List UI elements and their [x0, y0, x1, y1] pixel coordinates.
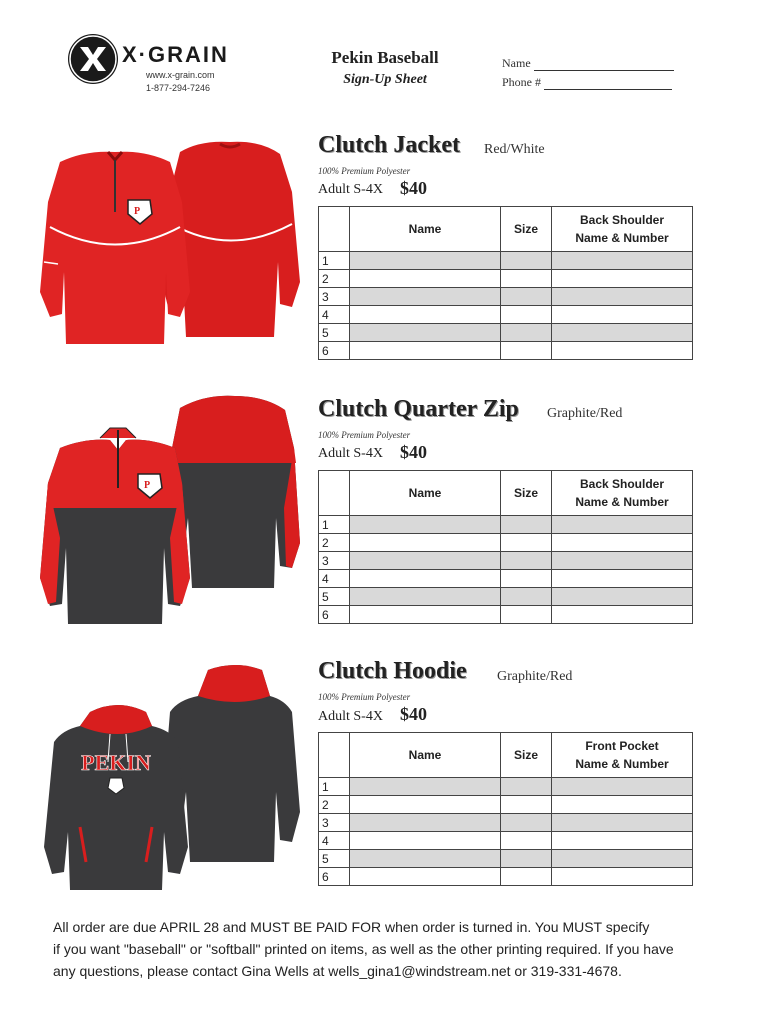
row-number: 1 — [319, 778, 350, 796]
table-row — [319, 850, 693, 868]
header-extra — [552, 733, 693, 778]
table-row — [319, 270, 693, 288]
row-number: 6 — [319, 342, 350, 360]
name-label: Name — [502, 56, 531, 70]
product-size: Adult S-4X — [318, 446, 383, 461]
jacket-image — [30, 132, 302, 350]
header-extra-line1: Back Shoulder — [579, 477, 665, 491]
product-name: Clutch Hoodie — [318, 658, 467, 684]
row-number: 1 — [319, 516, 350, 534]
row-number: 5 — [319, 850, 350, 868]
header-size: Size — [501, 207, 552, 252]
row-number: 4 — [319, 832, 350, 850]
size-cell[interactable] — [501, 342, 552, 360]
name-cell[interactable] — [350, 814, 501, 832]
extra-cell[interactable] — [552, 534, 693, 552]
extra-cell[interactable] — [552, 814, 693, 832]
extra-cell[interactable] — [552, 832, 693, 850]
header-name: Name — [350, 733, 501, 778]
phone-line[interactable] — [544, 77, 672, 90]
extra-cell[interactable] — [552, 796, 693, 814]
table-row — [319, 778, 693, 796]
size-cell[interactable] — [501, 796, 552, 814]
size-cell[interactable] — [501, 534, 552, 552]
name-cell[interactable] — [350, 342, 501, 360]
extra-cell[interactable] — [552, 868, 693, 886]
footer-line-3: any questions, please contact Gina Wells at wells_gina1@windstream.net or 319-331-4678. — [53, 963, 622, 979]
x-logo-icon — [68, 34, 118, 84]
footer-line-1: All order are due APRIL 28 and MUST BE PAID FOR when order is turned in. You MUST specify — [53, 919, 650, 935]
extra-cell[interactable] — [552, 850, 693, 868]
contact-fields — [502, 52, 674, 90]
table-row — [319, 534, 693, 552]
name-cell[interactable] — [350, 270, 501, 288]
extra-cell[interactable] — [552, 778, 693, 796]
name-cell[interactable] — [350, 516, 501, 534]
table-row — [319, 288, 693, 306]
table-row — [319, 306, 693, 324]
order-table — [318, 470, 693, 624]
size-cell[interactable] — [501, 588, 552, 606]
product-size: Adult S-4X — [318, 709, 383, 724]
row-number: 1 — [319, 252, 350, 270]
header-extra — [552, 207, 693, 252]
table-row — [319, 606, 693, 624]
hoodie-image — [30, 662, 302, 894]
table-row — [319, 868, 693, 886]
name-cell[interactable] — [350, 606, 501, 624]
size-cell[interactable] — [501, 570, 552, 588]
header-name: Name — [350, 207, 501, 252]
size-cell[interactable] — [501, 306, 552, 324]
header-size: Size — [501, 733, 552, 778]
row-number: 3 — [319, 552, 350, 570]
order-table — [318, 732, 693, 886]
table-row — [319, 814, 693, 832]
phone-label: Phone # — [502, 75, 541, 89]
xgrain-logo — [68, 34, 258, 94]
header-extra-line2: Name & Number — [575, 495, 669, 509]
row-number: 2 — [319, 796, 350, 814]
phone-field[interactable] — [502, 71, 674, 90]
title-main: Pekin Baseball — [331, 48, 439, 67]
extra-cell[interactable] — [552, 306, 693, 324]
product-name: Clutch Quarter Zip — [318, 396, 519, 422]
table-row — [319, 342, 693, 360]
product-price: $40 — [400, 178, 427, 198]
row-number: 4 — [319, 306, 350, 324]
name-line[interactable] — [534, 58, 674, 71]
table-row — [319, 252, 693, 270]
product-color: Red/White — [484, 142, 545, 157]
header-extra-line1: Front Pocket — [585, 739, 659, 753]
row-number: 2 — [319, 270, 350, 288]
name-cell[interactable] — [350, 534, 501, 552]
product-price: $40 — [400, 442, 427, 462]
extra-cell[interactable] — [552, 270, 693, 288]
product-price: $40 — [400, 704, 427, 724]
name-cell[interactable] — [350, 252, 501, 270]
order-table — [318, 206, 693, 360]
product-color: Graphite/Red — [497, 669, 573, 684]
size-cell[interactable] — [501, 516, 552, 534]
svg-text:P: P — [134, 206, 141, 217]
name-cell[interactable] — [350, 588, 501, 606]
extra-cell[interactable] — [552, 606, 693, 624]
extra-cell[interactable] — [552, 588, 693, 606]
table-header-row — [319, 471, 693, 516]
table-row — [319, 516, 693, 534]
row-number: 5 — [319, 588, 350, 606]
hoodie-text: PEKIN — [81, 750, 151, 775]
header-extra — [552, 471, 693, 516]
footer-notice — [53, 916, 743, 982]
table-row — [319, 796, 693, 814]
name-cell[interactable] — [350, 306, 501, 324]
header-blank — [319, 207, 350, 252]
logo-wordmark: X·GRAIN — [122, 42, 229, 67]
size-cell[interactable] — [501, 288, 552, 306]
header-blank — [319, 471, 350, 516]
product-color: Graphite/Red — [547, 406, 623, 421]
row-number: 6 — [319, 606, 350, 624]
header-size: Size — [501, 471, 552, 516]
extra-cell[interactable] — [552, 342, 693, 360]
name-cell[interactable] — [350, 850, 501, 868]
page-title — [310, 48, 460, 88]
extra-cell[interactable] — [552, 516, 693, 534]
table-row — [319, 588, 693, 606]
name-cell[interactable] — [350, 570, 501, 588]
name-cell[interactable] — [350, 778, 501, 796]
table-row — [319, 570, 693, 588]
extra-cell[interactable] — [552, 252, 693, 270]
size-cell[interactable] — [501, 778, 552, 796]
name-cell[interactable] — [350, 832, 501, 850]
table-header-row — [319, 733, 693, 778]
row-number: 3 — [319, 288, 350, 306]
header-extra-line2: Name & Number — [575, 757, 669, 771]
size-cell[interactable] — [501, 270, 552, 288]
name-cell[interactable] — [350, 552, 501, 570]
extra-cell[interactable] — [552, 552, 693, 570]
header-extra-line2: Name & Number — [575, 231, 669, 245]
name-field[interactable] — [502, 52, 674, 71]
product-material: 100% Premium Polyester — [318, 166, 411, 176]
product-name: Clutch Jacket — [318, 132, 460, 158]
header-name: Name — [350, 471, 501, 516]
size-cell[interactable] — [501, 814, 552, 832]
size-cell[interactable] — [501, 324, 552, 342]
table-row — [319, 832, 693, 850]
name-cell[interactable] — [350, 796, 501, 814]
size-cell[interactable] — [501, 252, 552, 270]
row-number: 3 — [319, 814, 350, 832]
row-number: 4 — [319, 570, 350, 588]
name-cell[interactable] — [350, 288, 501, 306]
product-size: Adult S-4X — [318, 182, 383, 197]
row-number: 2 — [319, 534, 350, 552]
table-header-row — [319, 207, 693, 252]
size-cell[interactable] — [501, 606, 552, 624]
size-cell[interactable] — [501, 850, 552, 868]
footer-line-2: if you want "baseball" or "softball" printed on items, as well as the other printing required. If you have — [53, 941, 674, 957]
quarter-zip-image — [30, 388, 302, 632]
extra-cell[interactable] — [552, 288, 693, 306]
svg-text:P: P — [144, 480, 151, 491]
row-number: 5 — [319, 324, 350, 342]
extra-cell[interactable] — [552, 570, 693, 588]
size-cell[interactable] — [501, 552, 552, 570]
logo-phone: 1-877-294-7246 — [146, 83, 211, 93]
size-cell[interactable] — [501, 832, 552, 850]
row-number: 6 — [319, 868, 350, 886]
size-cell[interactable] — [501, 868, 552, 886]
name-cell[interactable] — [350, 324, 501, 342]
product-material: 100% Premium Polyester — [318, 430, 411, 440]
header-blank — [319, 733, 350, 778]
table-row — [319, 324, 693, 342]
extra-cell[interactable] — [552, 324, 693, 342]
title-sub: Sign-Up Sheet — [343, 72, 427, 87]
product-material: 100% Premium Polyester — [318, 692, 411, 702]
logo-url: www.x-grain.com — [146, 70, 215, 80]
header-extra-line1: Back Shoulder — [579, 213, 665, 227]
name-cell[interactable] — [350, 868, 501, 886]
table-row — [319, 552, 693, 570]
